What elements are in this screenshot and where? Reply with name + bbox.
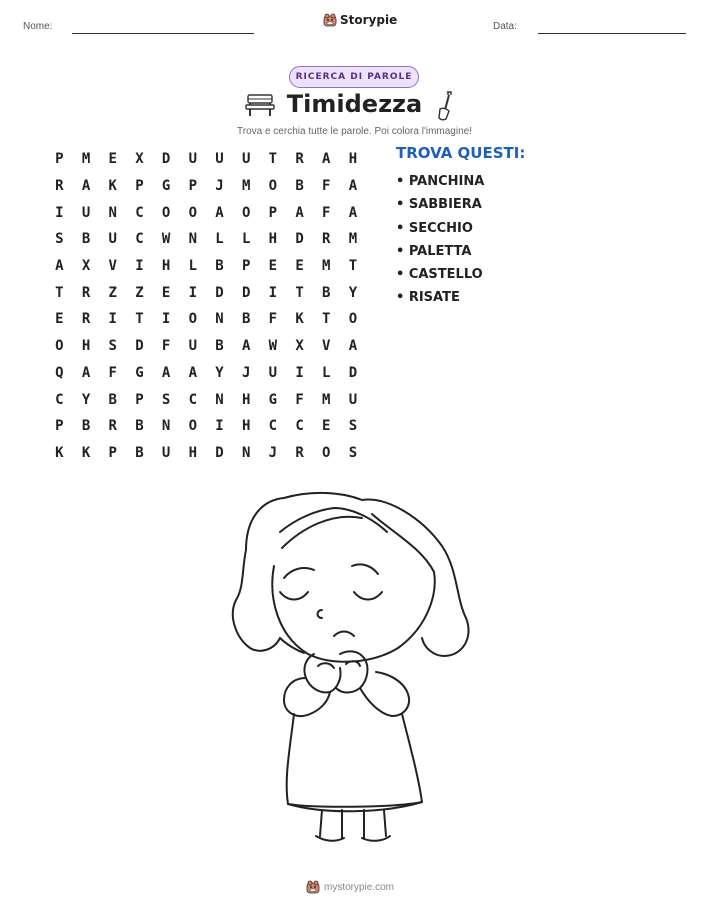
grid-letter[interactable]: O	[241, 204, 251, 221]
grid-letter[interactable]: B	[81, 231, 91, 248]
grid-letter[interactable]: R	[108, 418, 117, 435]
grid-letter[interactable]: N	[161, 418, 171, 435]
grid-letter[interactable]: P	[135, 391, 144, 408]
grid-letter[interactable]: Y	[81, 391, 91, 408]
grid-letter[interactable]: N	[215, 391, 224, 408]
grid-letter[interactable]: O	[188, 204, 197, 221]
grid-letter[interactable]: R	[81, 284, 91, 301]
grid-letter[interactable]: B	[135, 444, 144, 461]
grid-letter[interactable]: F	[322, 178, 331, 195]
grid-letter[interactable]: I	[55, 204, 64, 221]
grid-letter[interactable]: Y	[348, 284, 358, 301]
grid-letter[interactable]: G	[161, 178, 171, 195]
grid-letter[interactable]: P	[108, 444, 117, 461]
grid-letter[interactable]: K	[81, 444, 91, 461]
grid-letter[interactable]: F	[108, 364, 117, 381]
grid-letter[interactable]: F	[161, 338, 171, 355]
grid-letter[interactable]: Q	[55, 364, 64, 381]
grid-letter[interactable]: P	[268, 204, 278, 221]
grid-letter[interactable]: T	[268, 151, 278, 168]
grid-letter[interactable]: A	[295, 204, 304, 221]
grid-letter[interactable]: X	[295, 338, 304, 355]
grid-letter[interactable]: G	[268, 391, 278, 408]
grid-letter[interactable]: L	[241, 231, 251, 248]
grid-letter[interactable]: K	[108, 178, 117, 195]
word-list-title: TROVA QUESTI:	[396, 144, 526, 162]
grid-letter[interactable]: D	[215, 284, 224, 301]
grid-letter[interactable]: T	[322, 311, 331, 328]
grid-letter[interactable]: S	[55, 231, 64, 248]
grid-letter[interactable]: D	[135, 338, 144, 355]
grid-letter[interactable]: D	[295, 231, 304, 248]
footer-url: mystorypie.com	[324, 881, 395, 893]
grid-letter[interactable]: A	[348, 204, 358, 221]
word-search-grid[interactable]	[46, 146, 366, 466]
grid-letter[interactable]: M	[241, 178, 251, 195]
grid-letter[interactable]: I	[108, 311, 117, 328]
grid-letter[interactable]: T	[55, 284, 64, 301]
grid-letter[interactable]: A	[322, 151, 331, 168]
grid-letter[interactable]: O	[55, 338, 64, 355]
grid-letter[interactable]: C	[268, 418, 278, 435]
grid-letter[interactable]: A	[81, 364, 91, 381]
footer	[306, 880, 394, 894]
grid-letter[interactable]: A	[215, 204, 224, 221]
grid-letter[interactable]: K	[55, 444, 64, 461]
grid-letter[interactable]: E	[108, 151, 117, 168]
grid-letter[interactable]: H	[161, 258, 171, 275]
grid-letter[interactable]: R	[295, 151, 304, 168]
grid-letter[interactable]: Y	[215, 364, 224, 381]
grid-letter[interactable]: V	[322, 338, 331, 355]
grid-letter[interactable]: J	[241, 364, 251, 381]
grid-letter[interactable]: L	[188, 258, 197, 275]
word-list-item: • PALETTA	[396, 243, 472, 259]
grid-letter[interactable]: A	[161, 364, 171, 381]
instructions: Trova e cerchia tutte le parole. Poi colora l'immagine!	[237, 126, 472, 137]
grid-letter[interactable]: U	[268, 364, 278, 381]
grid-letter[interactable]: I	[135, 258, 144, 275]
grid-letter[interactable]: P	[55, 418, 64, 435]
grid-letter[interactable]: C	[135, 231, 144, 248]
grid-letter[interactable]: P	[241, 258, 251, 275]
grid-letter[interactable]: V	[108, 258, 117, 275]
grid-letter[interactable]: N	[188, 231, 197, 248]
grid-letter[interactable]: N	[108, 204, 117, 221]
grid-letter[interactable]: I	[268, 284, 278, 301]
grid-letter[interactable]: D	[241, 284, 251, 301]
grid-letter[interactable]: M	[81, 151, 91, 168]
grid-letter[interactable]: S	[161, 391, 171, 408]
grid-letter[interactable]: H	[81, 338, 91, 355]
grid-letter[interactable]: M	[322, 391, 331, 408]
grid-letter[interactable]: I	[161, 311, 171, 328]
grid-letter[interactable]: U	[348, 391, 358, 408]
name-line[interactable]	[72, 33, 254, 34]
grid-letter[interactable]: X	[81, 258, 91, 275]
grid-letter[interactable]: B	[108, 391, 117, 408]
word-list	[396, 170, 484, 310]
grid-letter[interactable]: E	[161, 284, 171, 301]
grid-letter[interactable]: R	[81, 311, 91, 328]
grid-letter[interactable]: U	[215, 151, 224, 168]
grid-letter[interactable]: C	[295, 418, 304, 435]
grid-letter[interactable]: O	[268, 178, 278, 195]
grid-letter[interactable]: P	[55, 151, 64, 168]
grid-letter[interactable]: N	[215, 311, 224, 328]
word-list-item: • SECCHIO	[396, 220, 473, 236]
grid-letter[interactable]: U	[108, 231, 117, 248]
grid-letter[interactable]: H	[241, 418, 251, 435]
date-label: Data:	[493, 21, 517, 32]
grid-letter[interactable]: E	[55, 311, 64, 328]
grid-letter[interactable]: A	[348, 178, 358, 195]
grid-letter[interactable]: F	[268, 311, 278, 328]
grid-letter[interactable]: C	[135, 204, 144, 221]
grid-letter[interactable]: A	[241, 338, 251, 355]
grid-letter[interactable]: S	[348, 418, 358, 435]
word-list-item: • CASTELLO	[396, 267, 483, 283]
grid-letter[interactable]: O	[161, 204, 171, 221]
grid-letter[interactable]: U	[81, 204, 91, 221]
grid-letter[interactable]: Z	[108, 284, 117, 301]
grid-letter[interactable]: D	[215, 444, 224, 461]
grid-letter[interactable]: U	[188, 151, 197, 168]
grid-letter[interactable]: B	[135, 418, 144, 435]
activity-badge: RICERCA DI PAROLE	[289, 66, 419, 88]
grid-letter[interactable]: S	[348, 444, 358, 461]
grid-letter[interactable]: F	[322, 204, 331, 221]
grid-letter[interactable]: N	[241, 444, 251, 461]
grid-letter[interactable]: U	[241, 151, 251, 168]
grid-letter[interactable]: C	[55, 391, 64, 408]
grid-letter[interactable]: O	[322, 444, 331, 461]
grid-letter[interactable]: F	[295, 391, 304, 408]
grid-letter[interactable]: W	[161, 231, 171, 248]
storypie-mascot-icon	[323, 13, 337, 27]
page-title: Timidezza	[286, 90, 423, 118]
grid-letter[interactable]: D	[161, 151, 171, 168]
grid-letter[interactable]: S	[108, 338, 117, 355]
grid-letter[interactable]: X	[135, 151, 144, 168]
grid-letter[interactable]: K	[295, 311, 304, 328]
word-list-item: • RISATE	[396, 290, 460, 306]
shy-girl-illustration[interactable]	[222, 488, 482, 856]
grid-letter[interactable]: E	[322, 418, 331, 435]
name-label: Nome:	[23, 21, 53, 32]
grid-letter[interactable]: W	[268, 338, 278, 355]
grid-letter[interactable]: B	[215, 338, 224, 355]
shovel-icon	[436, 90, 458, 122]
grid-letter[interactable]: H	[348, 151, 358, 168]
grid-letter[interactable]: M	[322, 258, 331, 275]
brand-name: Storypie	[340, 13, 398, 27]
grid-letter[interactable]: I	[215, 418, 224, 435]
grid-letter[interactable]: O	[188, 311, 197, 328]
word-list-item: • SABBIERA	[396, 197, 482, 213]
grid-letter[interactable]: B	[295, 178, 304, 195]
grid-letter[interactable]: H	[188, 444, 197, 461]
grid-letter[interactable]: O	[188, 418, 197, 435]
grid-letter[interactable]: P	[135, 178, 144, 195]
grid-letter[interactable]: B	[322, 284, 331, 301]
grid-letter[interactable]: M	[348, 231, 358, 248]
grid-letter[interactable]: A	[348, 338, 358, 355]
grid-letter[interactable]: T	[295, 284, 304, 301]
grid-letter[interactable]: R	[295, 444, 304, 461]
grid-letter[interactable]: Z	[135, 284, 144, 301]
grid-letter[interactable]: A	[81, 178, 91, 195]
date-line[interactable]	[538, 33, 686, 34]
grid-letter[interactable]: E	[295, 258, 304, 275]
grid-letter[interactable]: H	[241, 391, 251, 408]
grid-letter[interactable]: A	[55, 258, 64, 275]
grid-letter[interactable]: B	[241, 311, 251, 328]
grid-letter[interactable]: R	[322, 231, 331, 248]
grid-letter[interactable]: D	[348, 364, 358, 381]
grid-letter[interactable]: G	[135, 364, 144, 381]
grid-letter[interactable]: J	[268, 444, 278, 461]
storypie-mascot-icon	[306, 880, 320, 894]
grid-letter[interactable]: L	[322, 364, 331, 381]
grid-letter[interactable]: U	[161, 444, 171, 461]
grid-letter[interactable]: B	[81, 418, 91, 435]
grid-letter[interactable]: J	[215, 178, 224, 195]
grid-letter[interactable]: E	[268, 258, 278, 275]
grid-letter[interactable]: L	[215, 231, 224, 248]
grid-letter[interactable]: U	[188, 338, 197, 355]
grid-letter[interactable]: P	[188, 178, 197, 195]
word-list-item: • PANCHINA	[396, 174, 485, 189]
grid-letter[interactable]: R	[55, 178, 64, 195]
grid-letter[interactable]: A	[188, 364, 197, 381]
grid-letter[interactable]: O	[348, 311, 358, 328]
grid-letter[interactable]: I	[295, 364, 304, 381]
grid-letter[interactable]: T	[348, 258, 358, 275]
grid-letter[interactable]: B	[215, 258, 224, 275]
grid-letter[interactable]: T	[135, 311, 144, 328]
grid-letter[interactable]: H	[268, 231, 278, 248]
grid-letter[interactable]: C	[188, 391, 197, 408]
brand-logo	[323, 13, 397, 27]
grid-letter[interactable]: I	[188, 284, 197, 301]
